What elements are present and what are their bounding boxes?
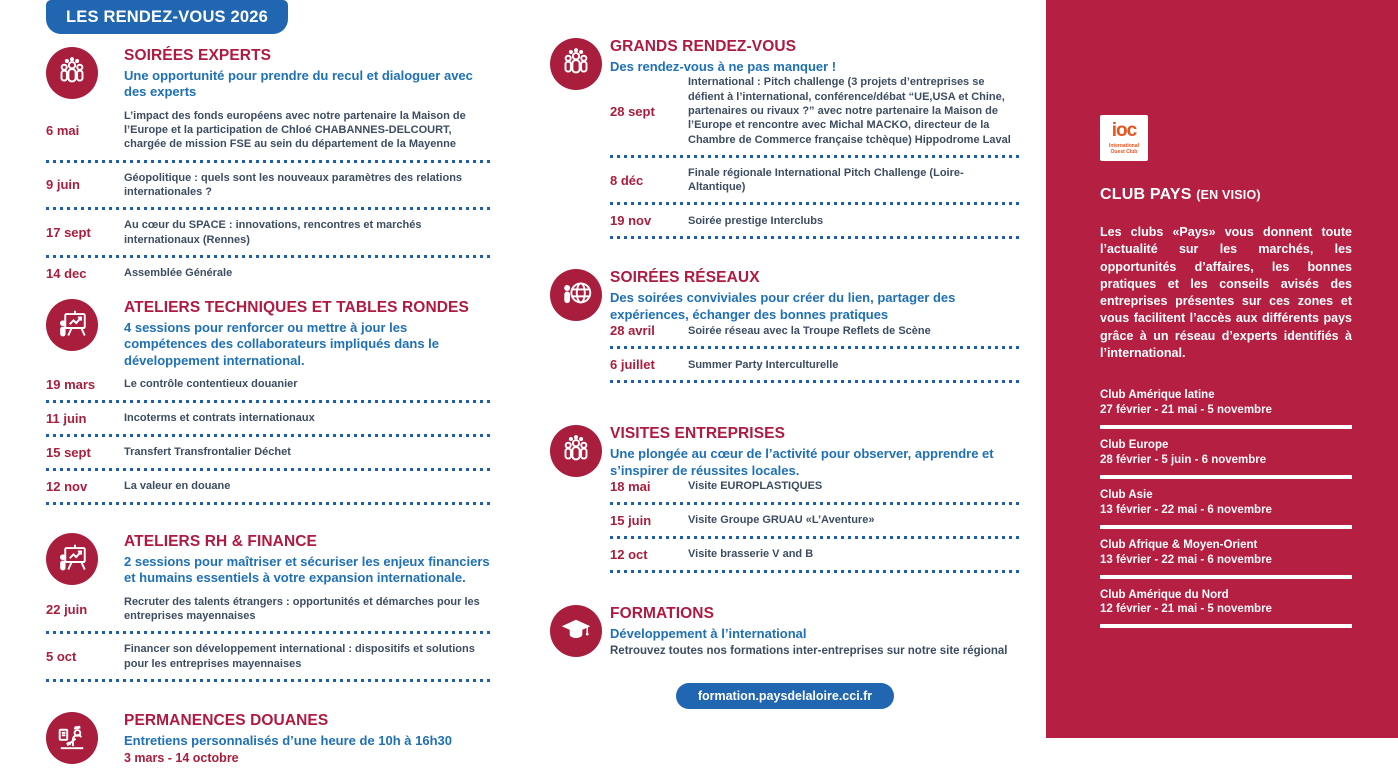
section-subtitle: Une plongée au cœur de l’activité pour observer, apprendre et s’inspirer de réussites locales. bbox=[610, 446, 994, 478]
ioc-logo-text: ioc bbox=[1111, 119, 1137, 141]
white-divider bbox=[1100, 624, 1352, 628]
event-row bbox=[46, 411, 490, 426]
event-date: 15 juin bbox=[610, 512, 652, 528]
middle-column bbox=[550, 38, 1020, 709]
white-divider bbox=[1100, 475, 1352, 479]
event-row bbox=[610, 213, 1020, 228]
event-date: 9 juin bbox=[46, 177, 80, 193]
event-date: 12 nov bbox=[46, 478, 88, 494]
club-item bbox=[1100, 388, 1352, 429]
section-soirees-experts bbox=[46, 47, 490, 281]
event-date: 28 avril bbox=[610, 323, 655, 339]
dotted-divider bbox=[610, 536, 1020, 539]
section-title: PERMANENCES DOUANES bbox=[124, 711, 329, 729]
event-date: 19 nov bbox=[610, 213, 652, 229]
event-date: 6 juillet bbox=[610, 357, 655, 373]
section-subtitle: Développement à l’international bbox=[610, 625, 807, 641]
person-globe-icon bbox=[550, 269, 602, 321]
dotted-divider bbox=[610, 570, 1020, 573]
dotted-divider bbox=[46, 160, 490, 163]
section-title: SOIRÉES RÉSEAUX bbox=[610, 269, 760, 287]
dotted-divider bbox=[46, 400, 490, 403]
event-description: Finale régionale International Pitch Challenge (Loire-Altantique) bbox=[688, 166, 964, 194]
dotted-divider bbox=[610, 236, 1020, 239]
event-row bbox=[610, 357, 1020, 372]
event-date: 12 oct bbox=[610, 546, 648, 562]
club-dates: 12 février - 21 mai - 5 novembre bbox=[1100, 603, 1272, 616]
event-date: 18 mai bbox=[610, 478, 651, 494]
event-description: Le contrôle contentieux douanier bbox=[124, 378, 298, 391]
event-date: 8 déc bbox=[610, 172, 644, 188]
event-description: Soirée réseau avec la Troupe Reflets de Scène bbox=[688, 324, 931, 337]
event-row bbox=[46, 642, 490, 671]
event-row bbox=[610, 75, 1020, 146]
event-description: International : Pitch challenge (3 projets d’entreprises se défient à l’international, conférence/débat “UE,USA et Chine, partenaires ou rivaux ?” avec notre partenaire la Maison de l’Europe et rencontre avec Michal MACKO, directeur de la Chambre de Commerce française tchèque) Hippodrome Laval bbox=[688, 76, 1011, 146]
section-date-range: 3 mars - 14 octobre bbox=[124, 751, 239, 766]
section-title: VISITES ENTREPRISES bbox=[610, 425, 786, 443]
ioc-logo-caption: International Ouest Club bbox=[1108, 142, 1139, 155]
white-divider bbox=[1100, 425, 1352, 429]
event-description: Assemblée Générale bbox=[124, 267, 233, 280]
club-dates: 13 février - 22 mai - 6 novembre bbox=[1100, 553, 1272, 566]
event-date: 6 mai bbox=[46, 122, 80, 138]
club-dates: 28 février - 5 juin - 6 novembre bbox=[1100, 453, 1267, 466]
formation-website-button[interactable]: formation.paysdelaloire.cci.fr bbox=[676, 683, 894, 709]
dotted-divider bbox=[46, 502, 490, 505]
event-date: 11 juin bbox=[46, 410, 87, 426]
section-subtitle: 4 sessions pour renforcer ou mettre à jour les compétences des collaborateurs impliqués dans le développement international. bbox=[124, 319, 439, 368]
people-group-icon bbox=[550, 425, 602, 477]
section-subtitle: Des rendez-vous à ne pas manquer ! bbox=[610, 59, 837, 74]
event-row bbox=[46, 109, 490, 152]
event-row bbox=[610, 547, 1020, 562]
section-subtitle: 2 sessions pour maîtriser et sécuriser les enjeux financiers et humains essentiels à votre expansion internationale. bbox=[124, 553, 490, 586]
club-name: Club Amérique latine bbox=[1100, 389, 1215, 401]
left-column bbox=[46, 0, 490, 783]
event-row bbox=[46, 445, 490, 460]
event-date: 22 juin bbox=[46, 601, 88, 617]
event-date: 17 sept bbox=[46, 225, 91, 241]
dotted-divider bbox=[46, 434, 490, 437]
section-title: FORMATIONS bbox=[610, 604, 715, 622]
event-description: L’impact des fonds européens avec notre partenaire la Maison de l’Europe et la participation de Chloé CHABANNES-DELCOURT, chargée de mission FSE au sein du département de la Mayenne bbox=[124, 109, 466, 151]
section-ateliers-rh-finance bbox=[46, 533, 490, 682]
club-dates: 27 février - 21 mai - 5 novembre bbox=[1100, 403, 1272, 416]
event-description: Au cœur du SPACE : innovations, rencontres et marchés internationaux (Rennes) bbox=[124, 219, 422, 246]
club-name: Club Asie bbox=[1100, 488, 1153, 501]
event-date: 28 sept bbox=[610, 103, 655, 119]
section-ateliers-techniques bbox=[46, 299, 490, 505]
section-body-text: Retrouvez toutes nos formations inter-entreprises sur notre site régional bbox=[610, 645, 1008, 658]
event-date: 15 sept bbox=[46, 444, 91, 460]
event-row bbox=[46, 266, 490, 281]
event-description: Visite brasserie V and B bbox=[688, 548, 814, 561]
dotted-divider bbox=[46, 255, 490, 258]
club-name: Club Amérique du Nord bbox=[1100, 588, 1229, 601]
dotted-divider bbox=[610, 202, 1020, 205]
event-row bbox=[46, 377, 490, 392]
club-name: Club Afrique & Moyen-Orient bbox=[1100, 538, 1258, 551]
section-subtitle: Des soirées conviviales pour créer du lien, partager des expériences, échanger des bonnes pratiques bbox=[610, 290, 956, 322]
section-soirees-reseaux bbox=[550, 269, 1020, 391]
event-date: 19 mars bbox=[46, 376, 96, 392]
club-item bbox=[1100, 588, 1352, 629]
event-row bbox=[46, 218, 490, 247]
white-divider bbox=[1100, 575, 1352, 579]
club-item bbox=[1100, 488, 1352, 529]
event-row bbox=[46, 171, 490, 200]
presentation-board-icon bbox=[46, 299, 98, 351]
club-dates: 13 février - 22 mai - 6 novembre bbox=[1100, 503, 1272, 516]
graduation-cap-icon bbox=[550, 605, 602, 657]
dotted-divider bbox=[46, 468, 490, 471]
section-subtitle: Une opportunité pour prendre du recul et dialoguer avec des experts bbox=[124, 68, 473, 100]
event-row bbox=[610, 479, 1020, 494]
people-group-icon bbox=[46, 47, 98, 99]
section-grands-rendez-vous bbox=[550, 38, 1020, 247]
event-description: Incoterms et contrats internationaux bbox=[124, 412, 315, 425]
event-row bbox=[610, 166, 1020, 195]
club-name: Club Europe bbox=[1100, 438, 1169, 451]
section-title: SOIRÉES EXPERTS bbox=[124, 47, 272, 64]
section-permanences-douanes bbox=[46, 712, 490, 765]
section-formations bbox=[550, 605, 1020, 657]
event-row bbox=[610, 513, 1020, 528]
event-description: Visite EUROPLASTIQUES bbox=[688, 480, 823, 493]
sidebar-paragraph: Les clubs «Pays» vous donnent toute l’actualité sur les marchés, les opportunités d’affaires, les bonnes pratiques et les conseils avisés des entreprises présentes sur ces zones et vous facilitent l’accès aux différents pays grâce à un réseau d’experts identifiés à l’international. bbox=[1100, 225, 1352, 360]
event-description: La valeur en douane bbox=[124, 480, 231, 493]
white-divider bbox=[1100, 525, 1352, 529]
page-title-banner: LES RENDEZ-VOUS 2026 bbox=[46, 0, 288, 34]
section-title: ATELIERS TECHNIQUES ET TABLES RONDES bbox=[124, 298, 469, 316]
club-pays-sidebar bbox=[1046, 0, 1398, 738]
event-description: Visite Groupe GRUAU «L’Aventure» bbox=[688, 514, 875, 527]
club-item bbox=[1100, 438, 1352, 479]
people-group-icon bbox=[550, 38, 602, 90]
sidebar-title: CLUB PAYS (EN VISIO) bbox=[1100, 186, 1261, 203]
event-date: 5 oct bbox=[46, 649, 77, 665]
event-row bbox=[46, 479, 490, 494]
section-title: ATELIERS RH & FINANCE bbox=[124, 532, 317, 550]
event-description: Financer son développement international : dispositifs et solutions pour les entreprises mayennaises bbox=[124, 643, 475, 670]
event-description: Géopolitique : quels sont les nouveaux paramètres des relations internationales ? bbox=[124, 171, 463, 198]
ioc-logo bbox=[1100, 115, 1148, 161]
event-description: Soirée prestige Interclubs bbox=[688, 214, 824, 227]
event-row bbox=[610, 323, 1020, 338]
event-description: Transfert Transfrontalier Déchet bbox=[124, 446, 291, 459]
presentation-board-icon bbox=[46, 533, 98, 585]
club-item bbox=[1100, 538, 1352, 579]
dotted-divider bbox=[46, 679, 490, 682]
dotted-divider bbox=[46, 631, 490, 634]
dotted-divider bbox=[610, 346, 1020, 349]
event-description: Recruter des talents étrangers : opportunités et démarches pour les entreprises mayennaises bbox=[124, 595, 480, 622]
dotted-divider bbox=[610, 502, 1020, 505]
sidebar-title-suffix: (EN VISIO) bbox=[1196, 188, 1261, 202]
dotted-divider bbox=[46, 207, 490, 210]
event-date: 14 dec bbox=[46, 265, 87, 281]
event-description: Summer Party Interculturelle bbox=[688, 358, 839, 371]
event-row bbox=[46, 595, 490, 624]
section-visites-entreprises bbox=[550, 425, 1020, 581]
section-title: GRANDS RENDEZ-VOUS bbox=[610, 38, 797, 55]
club-list bbox=[1100, 388, 1352, 628]
section-subtitle: Entretiens personnalisés d’une heure de 10h à 16h30 bbox=[124, 732, 453, 748]
dotted-divider bbox=[610, 380, 1020, 383]
dotted-divider bbox=[610, 155, 1020, 158]
